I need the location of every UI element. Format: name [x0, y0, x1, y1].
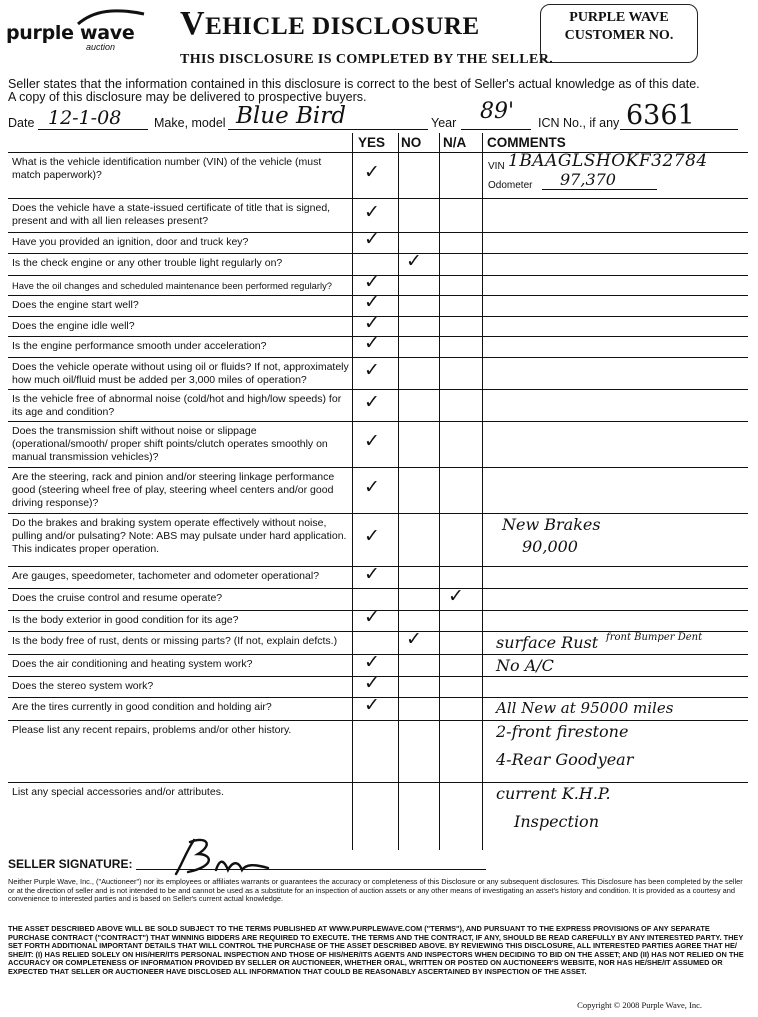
question-text: Is the vehicle free of abnormal noise (cold/hot and high/low speeds) for its age and condition? — [12, 393, 342, 418]
customer-box-line2: CUSTOMER NO. — [564, 28, 674, 43]
question-text: Are the tires currently in good condition and holding air? — [12, 701, 272, 713]
icn-label: ICN No., if any — [538, 116, 620, 130]
check-mark-yes[interactable]: ✓ — [364, 390, 380, 413]
question-text: List any special accessories and/or attributes. — [12, 786, 224, 798]
question-text: Are gauges, speedometer, tachometer and odometer operational? — [12, 570, 320, 582]
seller-signature-mark — [172, 834, 272, 881]
question-text: Does the stereo system work? — [12, 680, 154, 692]
row-divider — [8, 421, 748, 422]
row-divider — [8, 720, 748, 721]
customer-box-line1: PURPLE WAVE — [569, 10, 669, 25]
terms-paragraph: THE ASSET DESCRIBED ABOVE WILL BE SOLD SUBJECT TO THE TERMS PUBLISHED AT WWW.PURPLEWAVE.COM ("TERMS"), AND PURSUANT TO THE EXPRESS PROVISIONS OF ANY SEPARATE PURCHASE CONTRACT ("CONTRACT") THAT WINNING BIDDERS ARE REQUIRED TO EXECUTE. THE TERMS AND THE CONTRACT, IF ANY, SHOULD BE READ CAREFULLY BY ANY INTERESTED PARTY. THEY SET FORTH ADDITIONAL IMPORTANT DETAILS THAT WILL CONTROL THE PURCHASE OF THE ASSET DESCRIBED ABOVE. BY REVIEWING THIS DISCLOSURE, ALL INTERESTED PARTIES AGREE THAT HE/ SHE/IT: (I) HAS RELIED SOLELY ON HIS/HER/ITS PERSONAL INSPECTION AND THOSE OF HIS/HER/ITS AGENTS AND INSPECTORS WHEN DECIDING TO BID ON THE ASSET; AND (II) HAS NOT RELIED ON THE ACCURACY OR COMPLETENESS OF INFORMATION PROVIDED BY SELLER OR AUCTIONEER, WHETHER ORAL, WRITTEN OR POSTED ON AUCTIONEER'S WEBSITE, NOR HAS HE/SHE/IT ASSUMED OR EXPECTED THAT SELLER OR AUCTIONEER HAVE DISCLOSED ALL INFORMATION THAT COULD BE REASONABLY ASCERTAINED BY INSPECTION OF THE ASSET. — [8, 924, 744, 976]
page-subtitle: THIS DISCLOSURE IS COMPLETED BY THE SELLER. — [180, 52, 554, 67]
question-text: Does the engine idle well? — [12, 320, 135, 332]
row-divider — [8, 467, 748, 468]
question-text: Is the body free of rust, dents or missing parts? (If not, explain defcts.) — [12, 635, 338, 647]
row-divider — [8, 588, 748, 589]
question-text: Does the air conditioning and heating system work? — [12, 658, 253, 670]
column-header-comments: COMMENTS — [487, 135, 566, 150]
check-mark-yes[interactable]: ✓ — [364, 525, 380, 547]
question-text: Does the vehicle operate without using oil or fluids? If not, approximately how much oil/fluid must be added per 3,000 miles of operation? — [12, 361, 349, 386]
column-divider — [352, 133, 353, 850]
year-field[interactable] — [461, 129, 531, 130]
comment-text: 2-front firestone — [496, 722, 629, 741]
title-rest: EHICLE DISCLOSURE — [205, 13, 480, 40]
check-mark-na[interactable]: ✓ — [448, 584, 464, 607]
check-mark-yes[interactable]: ✓ — [364, 606, 380, 628]
date-field[interactable] — [38, 129, 148, 130]
check-mark-yes[interactable]: ✓ — [364, 200, 380, 223]
question-text: Does the vehicle have a state-issued certificate of title that is signed, present and with all lien releases present? — [12, 202, 331, 227]
date-label: Date — [8, 116, 35, 130]
make-model-value: Blue Bird — [236, 103, 346, 129]
check-mark-yes[interactable]: ✓ — [364, 475, 380, 498]
comment-text: All New at 95000 miles — [496, 699, 674, 717]
check-mark-yes[interactable]: ✓ — [364, 228, 380, 250]
year-value: 89' — [480, 99, 515, 124]
customer-number-box[interactable] — [540, 4, 698, 63]
check-mark-yes[interactable]: ✓ — [364, 332, 380, 354]
copyright-notice: Copyright © 2008 Purple Wave, Inc. — [577, 1000, 702, 1010]
row-divider — [8, 389, 748, 390]
question-text: Do the brakes and braking system operate effectively without noise, pulling and/or pulsating? Note: ABS may pulsate under hard application. This indicates proper operation. — [12, 517, 347, 555]
comment-text-secondary: Inspection — [514, 812, 599, 831]
comment-text: New Brakes — [502, 515, 601, 534]
row-divider — [8, 357, 748, 358]
check-mark-yes[interactable]: ✓ — [364, 694, 380, 716]
year-label: Year — [431, 116, 457, 130]
check-mark-yes[interactable]: ✓ — [364, 271, 380, 293]
column-header-na: N/A — [443, 135, 467, 150]
wave-icon — [76, 8, 146, 26]
signature-scribble — [172, 834, 272, 876]
vehicle-info-line — [8, 99, 748, 132]
question-text: Does the engine start well? — [12, 299, 139, 311]
odometer-value: 97,370 — [560, 170, 616, 189]
check-mark-yes[interactable]: ✓ — [364, 291, 380, 313]
row-divider — [8, 513, 748, 514]
vin-label: VIN — [488, 161, 505, 172]
check-mark-no[interactable]: ✓ — [406, 628, 422, 650]
check-mark-yes[interactable]: ✓ — [364, 672, 380, 694]
comment-text-secondary: 90,000 — [522, 537, 578, 556]
question-text: Is the check engine or any other trouble light regularly on? — [12, 257, 283, 269]
question-text: Does the transmission shift without noise or slippage (operational/smooth/ proper shift points/clutch operates smoothly on manual transmission vehicles)? — [12, 425, 328, 463]
comment-text-secondary: 4-Rear Goodyear — [496, 750, 634, 769]
column-divider — [398, 133, 399, 850]
question-text: Have the oil changes and scheduled maintenance been performed regularly? — [12, 280, 332, 291]
comment-text: current K.H.P. — [496, 784, 611, 803]
make-model-field[interactable] — [228, 129, 428, 130]
page-title — [180, 5, 480, 43]
intro-line-2: A copy of this disclosure may be delivered to prospective buyers. — [8, 90, 367, 104]
logo-wordmark: purple wave — [6, 22, 135, 44]
check-mark-no[interactable]: ✓ — [406, 249, 422, 272]
disclosure-table — [8, 133, 748, 850]
row-divider — [8, 782, 748, 783]
check-mark-yes[interactable]: ✓ — [364, 160, 380, 183]
purple-wave-logo — [6, 22, 141, 54]
icn-value: 6361 — [626, 100, 695, 131]
vin-value: 1BAAGLSHOKF32784 — [508, 151, 708, 171]
check-mark-yes[interactable]: ✓ — [364, 429, 380, 452]
comment-text-secondary: front Bumper Dent — [606, 632, 703, 643]
disclaimer-paragraph: Neither Purple Wave, Inc., ("Auctioneer") nor its employees or affiliates warrants or guarantees the accuracy or completeness of this Disclosure or any subsequent disclosures. This Disclosure has been completed by the seller or at the direction of seller and is not intended to be and cannot be used as a substitute for an inspection of auction assets or any other means of investigating an asset's history and condition. It is provided as a courtesy and convenience to interested parties and is based on Seller's current actual knowledge. — [8, 877, 743, 904]
intro-statement — [8, 78, 700, 104]
check-mark-yes[interactable]: ✓ — [364, 562, 380, 585]
intro-line-1: Seller states that the information contained in this disclosure is correct to the best of Seller's actual knowledge as of this date. — [8, 77, 700, 91]
comment-text: surface Rust — [496, 633, 599, 652]
column-divider — [439, 133, 440, 850]
comment-text: No A/C — [496, 656, 554, 675]
row-divider — [8, 198, 748, 199]
odometer-field[interactable] — [542, 189, 657, 190]
odometer-label: Odometer — [488, 180, 533, 191]
make-model-label: Make, model — [154, 116, 226, 130]
row-divider — [8, 253, 748, 254]
question-text: Are the steering, rack and pinion and/or steering linkage performance good (steering wheel free of play, steering wheel centers and/or good driving response)? — [12, 471, 335, 509]
question-text: Does the cruise control and resume operate? — [12, 592, 223, 604]
question-text: Is the body exterior in good condition for its age? — [12, 614, 239, 626]
check-mark-yes[interactable]: ✓ — [364, 358, 380, 381]
question-text: What is the vehicle identification number (VIN) of the vehicle (must match paperwork)? — [12, 156, 322, 181]
check-mark-yes[interactable]: ✓ — [364, 312, 380, 334]
column-header-no: NO — [401, 135, 422, 150]
question-text: Is the engine performance smooth under acceleration? — [12, 340, 267, 352]
question-text: Please list any recent repairs, problems and/or other history. — [12, 724, 292, 736]
column-header-yes: YES — [358, 135, 386, 150]
seller-signature-label: SELLER SIGNATURE: — [8, 857, 133, 871]
logo-subtext: auction — [86, 42, 116, 52]
title-initial: V — [180, 5, 206, 42]
question-text: Have you provided an ignition, door and truck key? — [12, 236, 249, 248]
date-value: 12-1-08 — [48, 107, 122, 129]
column-divider — [482, 133, 483, 850]
check-mark-yes[interactable]: ✓ — [364, 650, 380, 673]
